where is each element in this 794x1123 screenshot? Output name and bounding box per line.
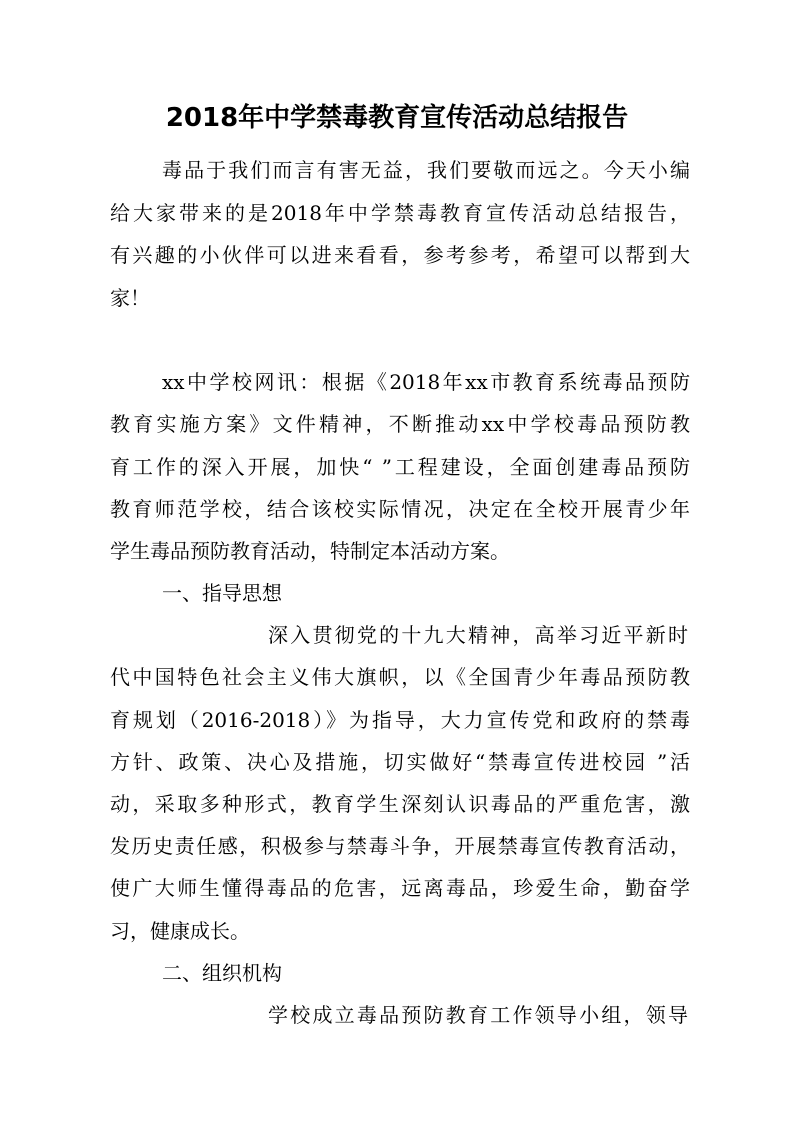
section1-line-4: 方针、政策、决心及措施，切实做好“禁毒宣传进校园 ”活 [110, 750, 690, 774]
section1-line-5: 动，采取多种形式，教育学生深刻认识毒品的严重危害，激 [110, 792, 690, 816]
section-heading-1: 一、指导思想 [162, 581, 282, 605]
section2-line-1: 学校成立毒品预防教育工作领导小组，领导 [268, 1003, 688, 1027]
body-line-2: 教育实施方案》文件精神，不断推动xx中学校毒品预防教 [110, 412, 690, 436]
body-line-4: 教育师范学校，结合该校实际情况，决定在全校开展青少年 [110, 497, 690, 521]
body-line-5: 学生毒品预防教育活动，特制定本活动方案。 [110, 539, 510, 563]
section1-line-3: 育规划（2016-2018）》为指导，大力宣传党和政府的禁毒 [110, 708, 690, 732]
body-line-3: 育工作的深入开展，加快“ ”工程建设，全面创建毒品预防 [110, 455, 690, 479]
section1-line-6: 发历史责任感，积极参与禁毒斗争，开展禁毒宣传教育活动， [110, 834, 690, 858]
intro-line-2: 给大家带来的是2018年中学禁毒教育宣传活动总结报告， [110, 201, 690, 225]
intro-line-4: 家！ [110, 286, 150, 310]
section1-line-8: 习，健康成长。 [110, 919, 250, 943]
intro-line-1: 毒品于我们而言有害无益，我们要敬而远之。今天小编 [162, 158, 690, 182]
section1-line-1: 深入贯彻党的十九大精神，高举习近平新时 [268, 623, 688, 647]
document-title: 2018年中学禁毒教育宣传活动总结报告 [165, 103, 629, 133]
intro-line-3: 有兴趣的小伙伴可以进来看看，参考参考，希望可以帮到大 [110, 243, 690, 267]
section-heading-2: 二、组织机构 [162, 961, 282, 985]
section1-line-7: 使广大师生懂得毒品的危害，远离毒品，珍爱生命，勤奋学 [110, 876, 690, 900]
body-line-1: xx中学校网讯：根据《2018年xx市教育系统毒品预防 [162, 370, 690, 394]
section1-line-2: 代中国特色社会主义伟大旗帜，以《全国青少年毒品预防教 [110, 665, 690, 689]
